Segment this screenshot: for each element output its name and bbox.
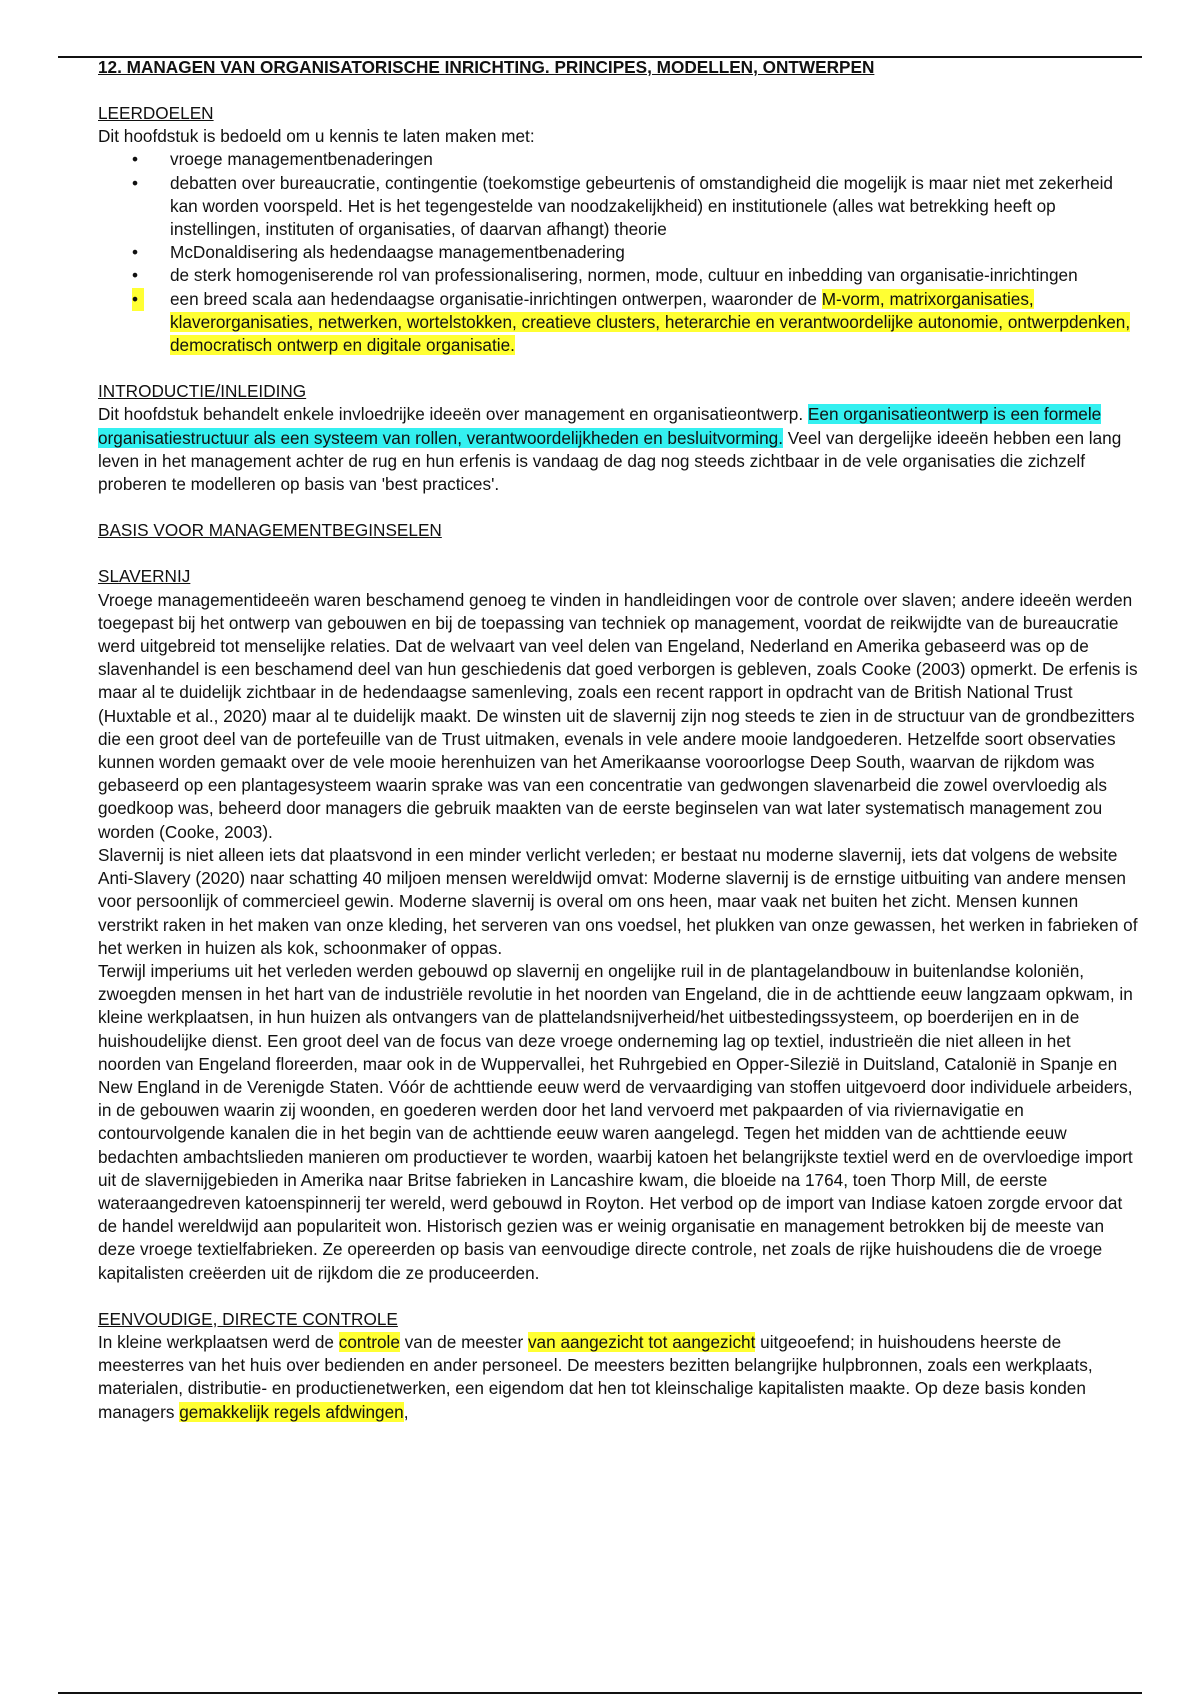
section-heading-basis: BASIS VOOR MANAGEMENTBEGINSELEN [98,520,442,541]
spacer [98,79,1138,102]
list-item [98,148,1138,171]
spacer [98,542,1138,565]
section-heading-leerdoelen: LEERDOELEN [98,103,214,123]
eenvoudige-paragraph [98,1331,1138,1424]
list-item-text: McDonaldisering als hedendaagse managementbenadering [170,242,625,263]
leerdoelen-intro: Dit hoofdstuk is bedoeld om u kennis te laten maken met: [98,126,535,147]
paragraph-text: , [403,1401,409,1422]
bullet-icon: • [132,288,144,311]
highlighted-text: gemakkelijk regels afdwingen [179,1401,404,1422]
list-item-text: debatten over bureaucratie, contingentie (toekomstige gebeurtenis of omstandigheid die mogelijk is maar niet met zekerheid kan worden voorspeld. Het is het tegengestelde van noodzakelijkheid) en institutionele (alles wat betrekking heeft op instellingen, instituten of organisaties, of daarvan afhangt) theorie [170,172,1113,240]
document-page [98,56,1138,1424]
section-heading-slavernij: SLAVERNIJ [98,566,191,587]
highlighted-text: controle [338,1331,400,1352]
paragraph-text: Veel van dergelijke ideeën hebben een lang leven in het management achter de rug en hun erfenis is vandaag de dag nog steeds zichtbaar in de vele organisaties die zichzelf proberen te modelleren op basis van 'best practices'. [98,427,1122,495]
spacer [98,496,1138,519]
spacer [98,1285,1138,1308]
bullet-icon: • [132,172,139,193]
highlighted-text: M-vorm, matrixorganisaties, klaverorganisaties, netwerken, wortelstokken, creatieve clusters, heterarchie en verantwoordelijke autonomie, ontwerpdenken, democratisch ontwerp en digitale organisatie. [170,288,1131,356]
list-item [98,288,1138,358]
highlighted-text: van aangezicht tot aangezicht [527,1331,756,1352]
section-heading-introductie: INTRODUCTIE/INLEIDING [98,381,307,402]
section-heading-eenvoudige-controle: EENVOUDIGE, DIRECTE CONTROLE [98,1308,398,1329]
list-item [98,172,1138,242]
bullet-icon: • [132,265,139,286]
paragraph-text: uitgeoefend; in huishoudens heerste de meesterres van het huis over bedienden en ander personeel. De meesters bezitten belangrijke hulpbronnen, zoals een werkplaats, materialen, distributie- en productienetwerken, een eigendom dat hen tot kleinschalige kapitalisten maakte. Op deze basis konden managers [98,1331,1093,1422]
introductie-paragraph [98,403,1138,496]
slavernij-paragraph-2: Slavernij is niet alleen iets dat plaatsvond in een minder verlicht verleden; er bestaat nu moderne slavernij, iets dat volgens de website Anti-Slavery (2020) naar schatting 40 miljoen mensen wereldwijd omvat: Moderne slavernij is de ernstige uitbuiting van andere mensen voor persoonlijk of commercieel gewin. Moderne slavernij is overal om ons heen, maar vaak net buiten het zicht. Mensen kunnen verstrikt raken in het maken van onze kleding, het serveren van ons voedsel, het plukken van onze gewassen, het werken in fabrieken of het werken in huizen als kok, schoonmaker of oppas. [98,844,1138,958]
list-item-text: vroege managementbenaderingen [170,149,433,170]
highlighted-definition: Een organisatieontwerp is een formele organisatiestructuur als een systeem van rollen, verantwoordelijkheden en besluitvorming. [98,404,1102,448]
slavernij-paragraph-3: Terwijl imperiums uit het verleden werden gebouwd op slavernij en ongelijke ruil in de plantagelandbouw in buitenlandse koloniën, zwoegden mensen in het hart van de industriële revolutie in het noorden van Engeland, die in de achttiende eeuw langzaam opkwam, in kleine werkplaatsen, in hun huizen als ontvangers van de plattelandsnijverheid/het uitbestedingssysteem, op boerderijen en in de huishoudelijke dienst. Een groot deel van de focus van deze vroege onderneming lag op textiel, industrieën die niet alleen in het noorden van Engeland floreerden, maar ook in de Wuppervallei, het Ruhrgebied en Opper-Silezië in Duitsland, Catalonië in Spanje en New England in de Verenigde Staten. Vóór de achttiende eeuw werd de vervaardiging van stoffen uitgevoerd door individuele arbeiders, in de gebouwen waarin zij woonden, en goederen werden door het land vervoerd met pakpaarden of via riviernavigatie en contourvolgende kanalen die in het begin van de achttiende eeuw waren aangelegd. Tegen het midden van de achttiende eeuw bedachten ambachtslieden manieren om productiever te worden, waarbij katoen het belangrijkste textiel werd en de overvloedige import uit de slavernijgebieden in Amerika naar Britse fabrieken in Lancashire kwam, die bloeide na 1764, toen Thorp Mill, de eerste wateraangedreven katoenspinnerij ter wereld, werd gebouwd in Royton. Het verbod op de import van Indiase katoen zorgde ervoor dat de handel wereldwijd aan populariteit won. Historisch gezien was er weinig organisatie en management betrokken bij de meeste van deze vroege textielfabrieken. Ze opereerden op basis van eenvoudige directe controle, net zoals de rijke huishoudens die de vroege kapitalisten creëerden uit de rijkdom die ze produceerden. [98,960,1133,1283]
list-item [98,264,1138,287]
bottom-rule [58,1692,1142,1694]
list-item [98,241,1138,264]
spacer [98,357,1138,380]
page-title: 12. MANAGEN VAN ORGANISATORISCHE INRICHTING. PRINCIPES, MODELLEN, ONTWERPEN [98,57,875,77]
paragraph-text: van de meester [399,1331,528,1352]
paragraph-text: In kleine werkplaatsen werd de [98,1331,339,1352]
list-item-text: de sterk homogeniserende rol van professionalisering, normen, mode, cultuur en inbedding van organisatie-inrichtingen [170,265,1078,286]
list-item-text: een breed scala aan hedendaagse organisatie-inrichtingen ontwerpen, waaronder de [170,288,822,309]
bullet-icon: • [132,149,139,170]
learning-goals-list [98,148,1138,357]
slavernij-paragraph-1: Vroege managementideeën waren beschamend genoeg te vinden in handleidingen voor de controle over slaven; andere ideeën werden toegepast bij het ontwerp van gebouwen en bij de toepassing van techniek op management, voordat de reikwijdte van de bureaucratie werd uitgebreid tot menselijke relaties. Dat de welvaart van veel delen van Engeland, Nederland en Amerika gebaseerd was op de slavenhandel is een beschamend deel van hun geschiedenis dat goed verborgen is gebleven, zoals Cooke (2003) opmerkt. De erfenis is maar al te duidelijk zichtbaar in de hedendaagse samenleving, zoals een recent rapport in opdracht van de British National Trust (Huxtable et al., 2020) maar al te duidelijk maakt. De winsten uit de slavernij zijn nog steeds te zien in de structuur van de grondbezitters die een groot deel van de portefeuille van de Trust uitmaken, evenals in vele andere mooie landgoederen. Hetzelfde soort observaties kunnen worden gemaakt over de vele mooie herenhuizen van het Amerikaanse vooroorlogse Deep South, waarvan de rijkdom was gebaseerd op een plantagesysteem waarin sprake was van een concentratie van gedwongen slavenarbeid die zowel overvloedig als goedkoop was, beheerd door managers die gebruik maakten van de eerste beginselen van wat later systematisch management zou worden (Cooke, 2003). [98,589,1138,842]
bullet-icon: • [132,242,139,263]
paragraph-text: Dit hoofdstuk behandelt enkele invloedrijke ideeën over management en organisatieontwerp. [98,404,808,425]
